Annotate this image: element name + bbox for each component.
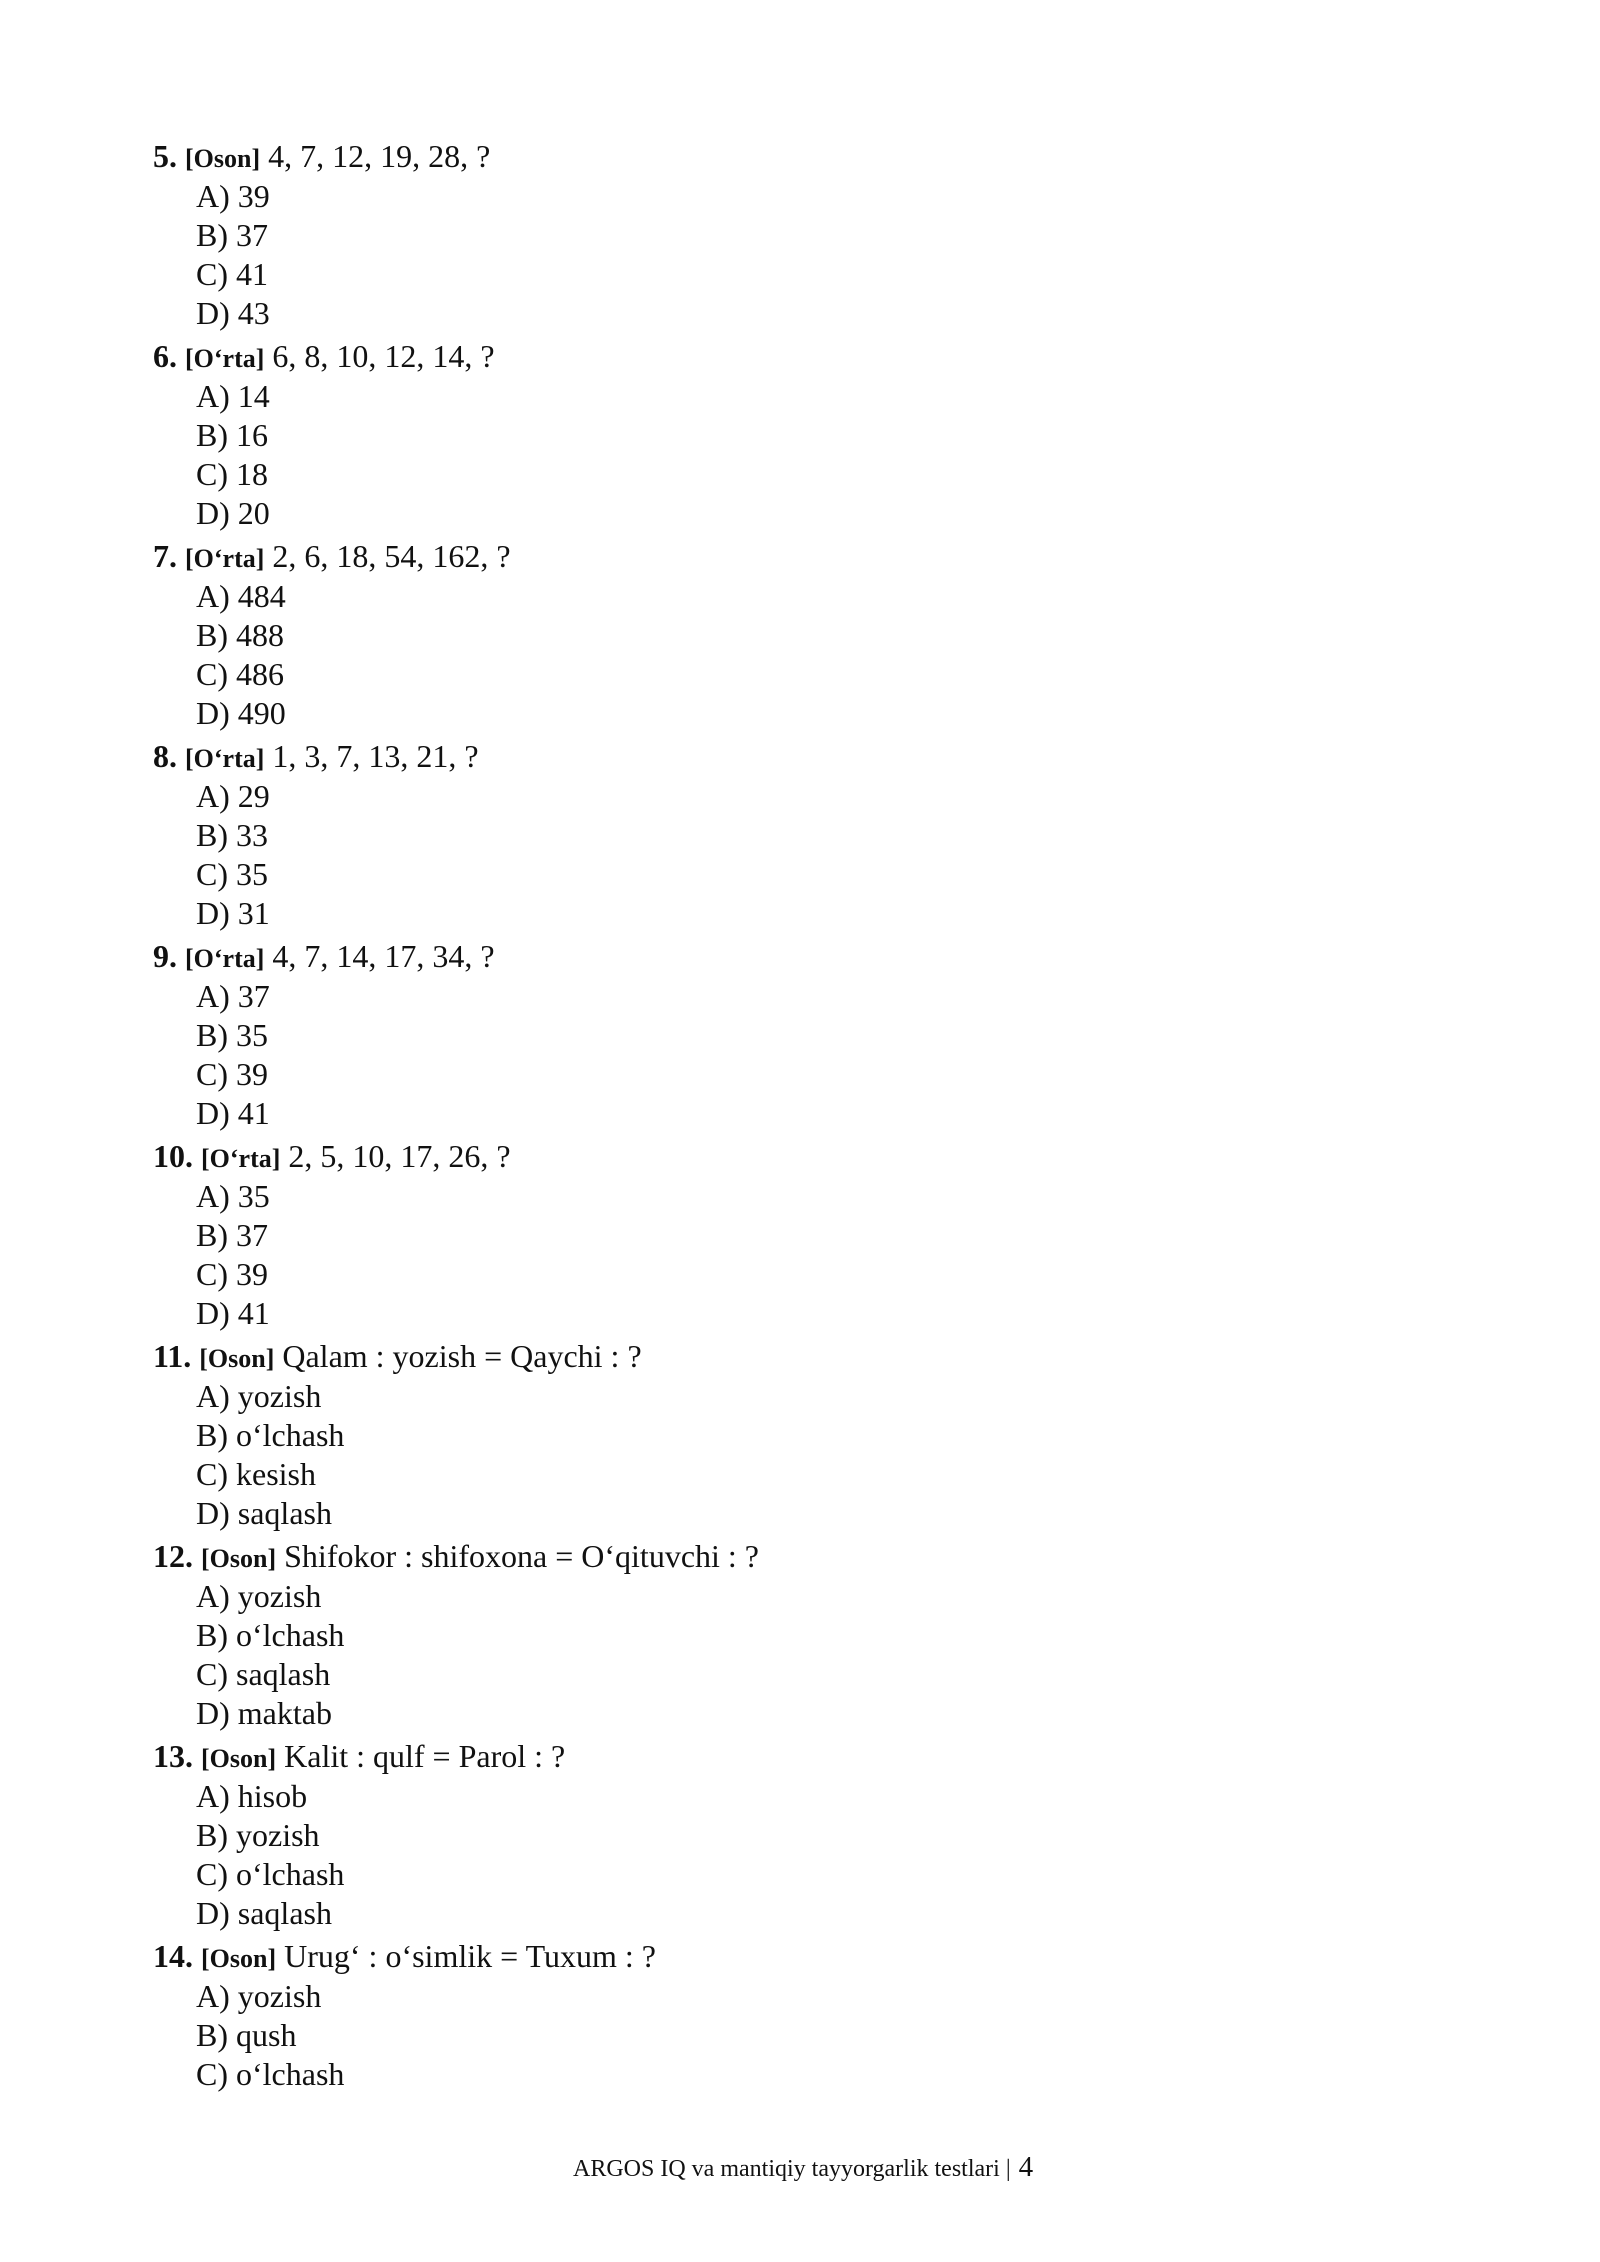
difficulty-label: [Oson] bbox=[201, 1544, 277, 1573]
page-number: 4 bbox=[1018, 2151, 1034, 2183]
answer-option: C) 486 bbox=[196, 656, 284, 692]
question-header bbox=[153, 1735, 1453, 1777]
answer-option: A) 35 bbox=[196, 1178, 270, 1214]
answer-option: D) 31 bbox=[196, 895, 270, 931]
answer-option: D) 490 bbox=[196, 695, 286, 731]
answer-option: D) 41 bbox=[196, 1295, 270, 1331]
question-number: 6. bbox=[153, 338, 177, 374]
answer-options bbox=[153, 1777, 1453, 1933]
answer-option: C) o‘lchash bbox=[196, 2056, 345, 2092]
answer-options bbox=[153, 377, 1453, 533]
answer-option: D) 43 bbox=[196, 295, 270, 331]
answer-option: A) yozish bbox=[196, 1978, 322, 2014]
answer-option: A) 484 bbox=[196, 578, 286, 614]
answer-options bbox=[153, 777, 1453, 933]
answer-option: A) 14 bbox=[196, 378, 270, 414]
question-header bbox=[153, 1135, 1453, 1177]
answer-option: C) o‘lchash bbox=[196, 1856, 345, 1892]
question-header bbox=[153, 735, 1453, 777]
question-item bbox=[153, 335, 1453, 533]
question-item bbox=[153, 1735, 1453, 1933]
answer-option: A) yozish bbox=[196, 1578, 322, 1614]
question-text: Kalit : qulf = Parol : ? bbox=[284, 1738, 566, 1774]
answer-option: D) 20 bbox=[196, 495, 270, 531]
question-header bbox=[153, 1535, 1453, 1577]
difficulty-label: [O‘rta] bbox=[185, 344, 265, 373]
answer-option: B) 33 bbox=[196, 817, 268, 853]
answer-option: B) 35 bbox=[196, 1017, 268, 1053]
question-text: 6, 8, 10, 12, 14, ? bbox=[272, 338, 495, 374]
question-number: 11. bbox=[153, 1338, 192, 1374]
question-number: 5. bbox=[153, 138, 177, 174]
answer-option: C) 41 bbox=[196, 256, 268, 292]
question-number: 7. bbox=[153, 538, 177, 574]
difficulty-label: [O‘rta] bbox=[185, 544, 265, 573]
answer-options bbox=[153, 1977, 1453, 2094]
question-item bbox=[153, 1135, 1453, 1333]
question-text: 4, 7, 12, 19, 28, ? bbox=[268, 138, 491, 174]
question-number: 10. bbox=[153, 1138, 193, 1174]
difficulty-label: [Oson] bbox=[199, 1344, 275, 1373]
answer-option: A) yozish bbox=[196, 1378, 322, 1414]
question-text: Urug‘ : o‘simlik = Tuxum : ? bbox=[284, 1938, 656, 1974]
answer-option: B) 37 bbox=[196, 1217, 268, 1253]
difficulty-label: [Oson] bbox=[201, 1944, 277, 1973]
question-text: Qalam : yozish = Qaychi : ? bbox=[282, 1338, 642, 1374]
question-number: 13. bbox=[153, 1738, 193, 1774]
question-header bbox=[153, 135, 1453, 177]
answer-option: C) 18 bbox=[196, 456, 268, 492]
question-item bbox=[153, 935, 1453, 1133]
answer-option: C) kesish bbox=[196, 1456, 316, 1492]
question-number: 8. bbox=[153, 738, 177, 774]
question-text: 2, 5, 10, 17, 26, ? bbox=[288, 1138, 511, 1174]
answer-option: C) saqlash bbox=[196, 1656, 331, 1692]
question-number: 12. bbox=[153, 1538, 193, 1574]
answer-option: B) o‘lchash bbox=[196, 1617, 345, 1653]
question-list bbox=[153, 135, 1453, 2094]
answer-options bbox=[153, 1377, 1453, 1533]
question-item bbox=[153, 535, 1453, 733]
difficulty-label: [O‘rta] bbox=[201, 1144, 281, 1173]
question-number: 9. bbox=[153, 938, 177, 974]
answer-option: C) 35 bbox=[196, 856, 268, 892]
question-text: Shifokor : shifoxona = O‘qituvchi : ? bbox=[284, 1538, 759, 1574]
question-header bbox=[153, 535, 1453, 577]
question-header bbox=[153, 335, 1453, 377]
answer-option: B) 37 bbox=[196, 217, 268, 253]
difficulty-label: [O‘rta] bbox=[185, 944, 265, 973]
question-text: 4, 7, 14, 17, 34, ? bbox=[272, 938, 495, 974]
difficulty-label: [Oson] bbox=[185, 144, 261, 173]
question-item bbox=[153, 735, 1453, 933]
footer-title: ARGOS IQ va mantiqiy tayyorgarlik testlari bbox=[573, 2156, 1000, 2182]
answer-option: B) 16 bbox=[196, 417, 268, 453]
question-text: 2, 6, 18, 54, 162, ? bbox=[272, 538, 511, 574]
question-number: 14. bbox=[153, 1938, 193, 1974]
difficulty-label: [O‘rta] bbox=[185, 744, 265, 773]
answer-option: C) 39 bbox=[196, 1256, 268, 1292]
question-item bbox=[153, 135, 1453, 333]
answer-option: C) 39 bbox=[196, 1056, 268, 1092]
answer-option: B) qush bbox=[196, 2017, 297, 2053]
question-header bbox=[153, 935, 1453, 977]
answer-option: D) 41 bbox=[196, 1095, 270, 1131]
answer-options bbox=[153, 1577, 1453, 1733]
answer-option: A) hisob bbox=[196, 1778, 308, 1814]
answer-option: D) maktab bbox=[196, 1695, 332, 1731]
question-item bbox=[153, 1535, 1453, 1733]
answer-options bbox=[153, 577, 1453, 733]
answer-option: A) 37 bbox=[196, 978, 270, 1014]
answer-options bbox=[153, 977, 1453, 1133]
answer-option: D) saqlash bbox=[196, 1895, 332, 1931]
answer-options bbox=[153, 1177, 1453, 1333]
question-item bbox=[153, 1935, 1453, 2094]
difficulty-label: [Oson] bbox=[201, 1744, 277, 1773]
answer-option: B) 488 bbox=[196, 617, 284, 653]
answer-option: B) o‘lchash bbox=[196, 1417, 345, 1453]
question-header bbox=[153, 1935, 1453, 1977]
question-item bbox=[153, 1335, 1453, 1533]
answer-option: D) saqlash bbox=[196, 1495, 332, 1531]
page-footer bbox=[573, 2150, 1373, 2186]
question-text: 1, 3, 7, 13, 21, ? bbox=[272, 738, 479, 774]
answer-option: A) 39 bbox=[196, 178, 270, 214]
footer-separator: | bbox=[1005, 2156, 1011, 2182]
answer-option: B) yozish bbox=[196, 1817, 320, 1853]
question-header bbox=[153, 1335, 1453, 1377]
answer-option: A) 29 bbox=[196, 778, 270, 814]
answer-options bbox=[153, 177, 1453, 333]
